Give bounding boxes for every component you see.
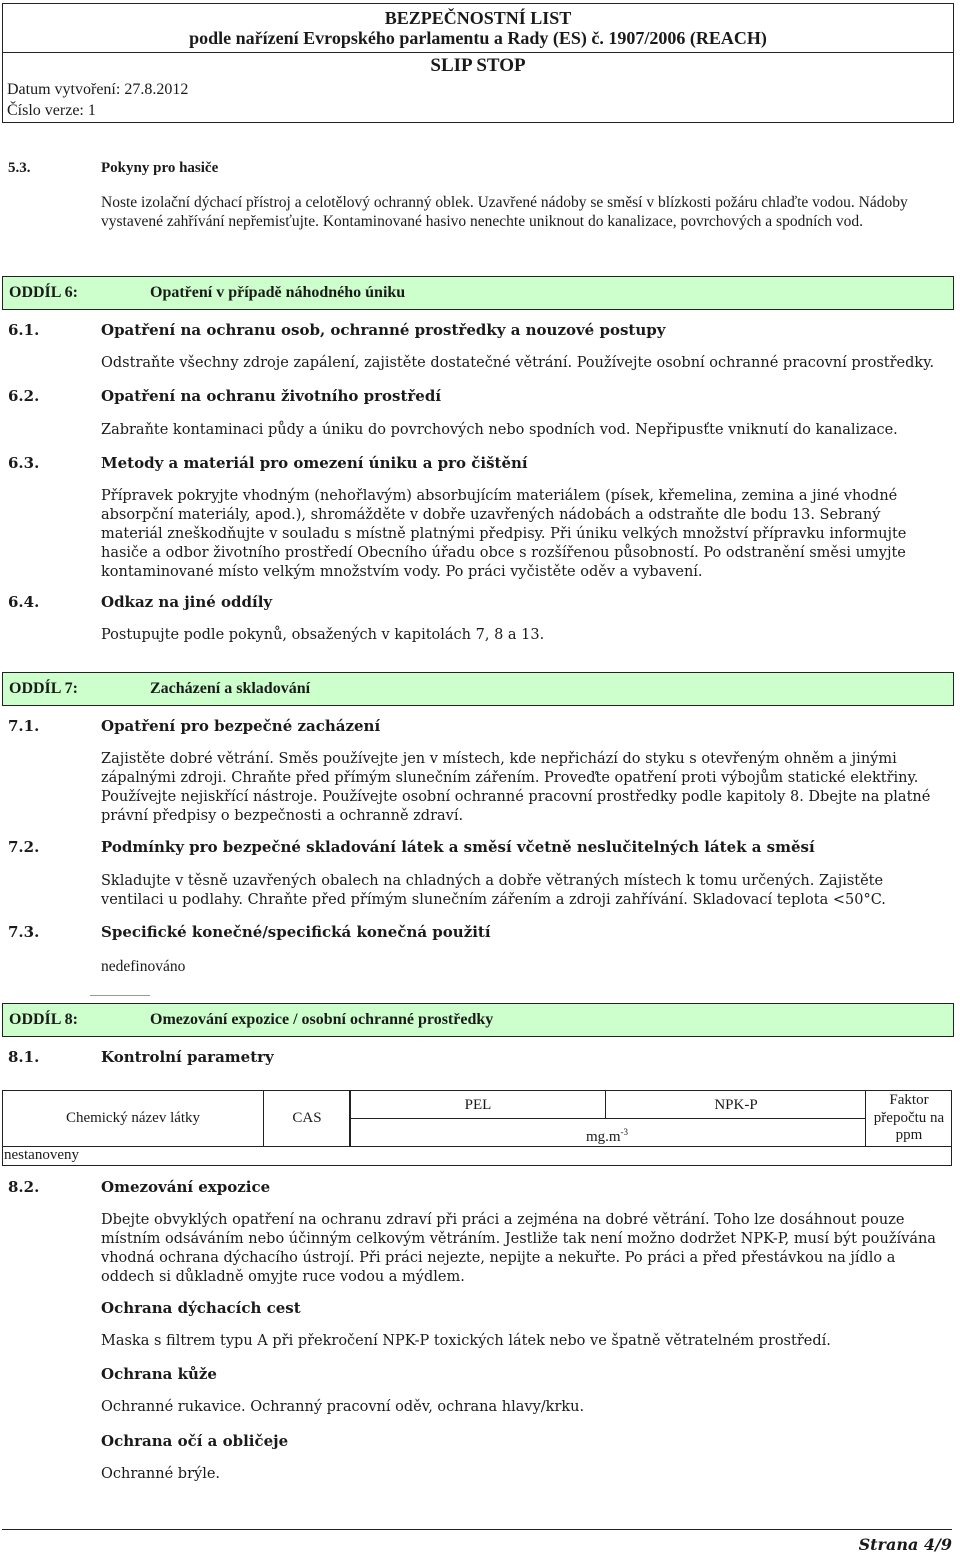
subsection-title: Podmínky pro bezpečné skladování látek a směsí včetně neslučitelných látek a směsí bbox=[101, 838, 815, 856]
page-number: Strana 4/9 bbox=[858, 1535, 952, 1554]
column-header-pel: PEL bbox=[464, 1097, 492, 1113]
section-title: Omezování expozice / osobní ochranné prostředky bbox=[150, 1011, 494, 1028]
header-divider bbox=[3, 52, 953, 53]
unit-text: mg.m bbox=[585, 1129, 621, 1145]
subsection-number: 7.1. bbox=[8, 717, 40, 735]
section-8-bar bbox=[2, 1003, 954, 1037]
subsection-number: 8.2. bbox=[8, 1178, 40, 1196]
eye-protection-title: Ochrana očí a obličeje bbox=[101, 1432, 289, 1450]
control-parameters-table bbox=[2, 1090, 952, 1166]
section-label: ODDÍL 7: bbox=[9, 680, 78, 697]
subsection-text: Dbejte obvyklých opatření na ochranu zdraví při práci a zejména na dobré větrání. Toho lze dosáhnout pouze místním odsáváním nebo účinným celkovým větráním. Jestliže tak není možno dodržet NPK-P, musí být používána vhodná ochrana dýchacího ústrojí. Při práci nejezte, nepijte a nekuřte. Po práci a před přestávkou na jídlo a oddech si důkladně omyjte ruce vodou a mýdlem. bbox=[101, 1212, 936, 1285]
subsection-title: Omezování expozice bbox=[101, 1178, 271, 1196]
section-label: ODDÍL 8: bbox=[9, 1011, 78, 1028]
skin-protection-title: Ochrana kůže bbox=[101, 1365, 217, 1383]
page-footer bbox=[2, 1529, 952, 1554]
column-header-factor: přepočtu na bbox=[873, 1110, 945, 1126]
subsection-text: Skladujte v těsně uzavřených obalech na chladných a dobře větraných místech k tomu určených. Zajistěte ventilaci u podlahy. Chraňte před přímým slunečním zářením a zdroji zahřívání. Skladovací teplota <50°C. bbox=[101, 873, 886, 908]
subsection-text: Zajistěte dobré větrání. Směs používejte jen v místech, kde nepřichází do styku s otevřeným ohněm a jinými zápalnými zdroji. Chraňte před přímým slunečním zářením. Proveďte opatření proti výbojům statické elektřiny. Používejte nejiskřící nástroje. Používejte osobní ochranné pracovní prostředky podle kapitoly 8. Dbejte na platné právní předpisy o bezpečnosti a ochranně zdraví. bbox=[101, 751, 931, 824]
creation-date: Datum vytvoření: 27.8.2012 bbox=[7, 81, 189, 98]
subsection-title: Pokyny pro hasiče bbox=[101, 160, 219, 176]
subsection-number: 6.2. bbox=[8, 387, 40, 405]
table-row: nestanoveny bbox=[4, 1147, 79, 1163]
version-number: Číslo verze: 1 bbox=[7, 102, 96, 119]
section-title: Opatření v případě náhodného úniku bbox=[150, 284, 406, 301]
table-divider bbox=[2, 1146, 952, 1147]
column-header-factor: ppm bbox=[895, 1127, 923, 1143]
subsection-number: 6.1. bbox=[8, 321, 40, 339]
subsection-title: Odkaz na jiné oddíly bbox=[101, 593, 273, 611]
subsection-text: Zabraňte kontaminaci půdy a úniku do povrchových nebo spodních vod. Nepřipusťte vniknutí do kanalizace. bbox=[101, 422, 898, 438]
subsection-number: 5.3. bbox=[8, 160, 31, 176]
subsection-text: Odstraňte všechny zdroje zapálení, zajistěte dostatečné větrání. Používejte osobní ochranné pracovní prostředky. bbox=[101, 355, 935, 371]
subsection-text: Přípravek pokryjte vhodným (nehořlavým) absorbujícím materiálem (písek, křemelina, zemina a jiné vhodné absorpční materiály, apod.), shromážděte v dobře uzavřených nádobách a odstraňte dle bodu 13. Sebraný materiál zneškodňujte v souladu s místně platnými předpisy. Při úniku velkých množství přípravku informujte hasiče a odbor životního prostředí Obecního úřadu obce s rozšířenou působností. Po odstranění směsi umyjte kontaminované místo velkým množstvím vody. Po práci vyčistěte oděv a vybavení. bbox=[101, 488, 907, 580]
subsection-text: nedefinováno bbox=[101, 958, 186, 975]
respiratory-protection-title: Ochrana dýchacích cest bbox=[101, 1299, 301, 1317]
divider bbox=[90, 995, 150, 996]
subsection-number: 6.4. bbox=[8, 593, 40, 611]
column-header-name: Chemický název látky bbox=[65, 1110, 201, 1126]
section-label: ODDÍL 6: bbox=[9, 284, 78, 301]
eye-protection-text: Ochranné brýle. bbox=[101, 1466, 221, 1482]
unit-label bbox=[522, 1124, 692, 1146]
subsection-title: Metody a materiál pro omezení úniku a pro čištění bbox=[101, 454, 528, 472]
subsection-number: 7.3. bbox=[8, 923, 40, 941]
subsection-title: Opatření pro bezpečné zacházení bbox=[101, 717, 381, 735]
subsection-text: Noste izolační dýchací přístroj a celotělový ochranný oblek. Uzavřené nádoby se směsí v blízkosti požáru chlaďte vodou. Nádoby vystavené zahřívání nepřemisťujte. Kontaminované hasivo nenechte uniknout do kanalizace, povrchových a spodních vod. bbox=[101, 194, 908, 230]
respiratory-protection-text: Maska s filtrem typu A při překročení NPK-P toxických látek nebo ve špatně větratelném prostředí. bbox=[101, 1333, 831, 1349]
document-title: BEZPEČNOSTNÍ LIST bbox=[384, 8, 572, 28]
subsection-number: 8.1. bbox=[8, 1048, 40, 1066]
skin-protection-text: Ochranné rukavice. Ochranný pracovní oděv, ochrana hlavy/krku. bbox=[101, 1399, 585, 1415]
regulation-line: podle nařízení Evropského parlamentu a Rady (ES) č. 1907/2006 (REACH) bbox=[189, 28, 767, 48]
subsection-title: Kontrolní parametry bbox=[101, 1048, 274, 1066]
document-header bbox=[2, 3, 954, 123]
subsection-title: Opatření na ochranu osob, ochranné prostředky a nouzové postupy bbox=[101, 321, 666, 339]
subsection-number: 7.2. bbox=[8, 838, 40, 856]
section-6-bar bbox=[2, 276, 954, 310]
product-name: SLIP STOP bbox=[430, 55, 526, 76]
column-header-cas: CAS bbox=[292, 1110, 322, 1126]
section-title: Zacházení a skladování bbox=[150, 680, 311, 697]
subsection-number: 6.3. bbox=[8, 454, 40, 472]
section-7-bar bbox=[2, 672, 954, 706]
subsection-text: Postupujte podle pokynů, obsažených v kapitolách 7, 8 a 13. bbox=[101, 627, 545, 643]
subsection-title: Specifické konečné/specifická konečná použití bbox=[101, 923, 491, 941]
unit-exponent: -3 bbox=[620, 1127, 629, 1137]
column-header-npk: NPK-P bbox=[714, 1097, 758, 1113]
column-header-factor: Faktor bbox=[889, 1092, 929, 1108]
subsection-title: Opatření na ochranu životního prostředí bbox=[101, 387, 442, 405]
